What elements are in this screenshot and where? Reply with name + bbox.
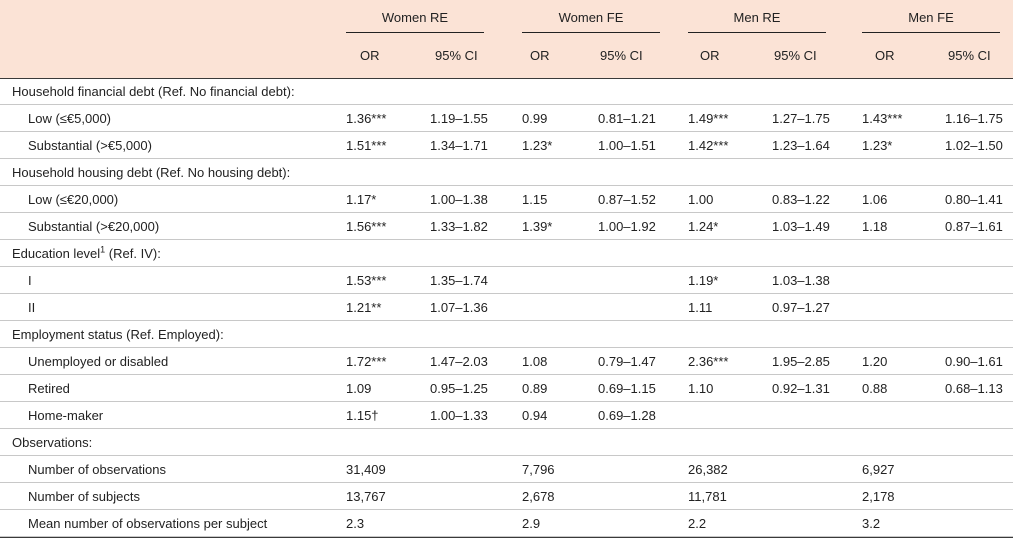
cell-women-fe-or: 0.94 [522,408,548,423]
cell-women-fe-ci: 1.00–1.51 [598,138,656,153]
cell-women-fe-or: 1.15 [522,192,548,207]
cell-women-fe-ci: 0.79–1.47 [598,354,656,369]
cell-women-re-or: 1.56*** [346,219,387,234]
cell-men-fe-ci: 0.80–1.41 [945,192,1003,207]
cell-women-re-or: 1.21** [346,300,382,315]
cell-women-fe-ci: 0.87–1.52 [598,192,656,207]
group-header-women-re: Women RE [381,10,449,25]
table-row [0,510,1013,537]
cell-women-re-or: 1.15† [346,408,379,423]
cell-women-fe-or: 2,678 [522,489,555,504]
cell-women-re-or: 1.53*** [346,273,387,288]
cell-men-re-or: 1.49*** [688,111,729,126]
cell-men-re-or: 1.19* [688,273,719,288]
cell-men-fe-or: 1.23* [862,138,893,153]
cell-women-re-or: 2.3 [346,516,365,531]
table-row [0,483,1013,510]
cell-women-re-or: 1.72*** [346,354,387,369]
cell-women-fe-or: 0.99 [522,111,548,126]
cell-women-re-ci: 1.00–1.38 [430,192,488,207]
row-label: Low (≤€5,000) [28,111,112,126]
group-rule-women-re [346,32,484,33]
cell-men-fe-or: 1.43*** [862,111,903,126]
cell-women-fe-or: 1.08 [522,354,548,369]
section-label: Employment status (Ref. Employed): [12,327,224,342]
cell-men-re-ci: 0.97–1.27 [772,300,830,315]
row-label: Home-maker [28,408,104,423]
cell-men-fe-or: 6,927 [862,462,895,477]
row-label: Substantial (>€20,000) [28,219,160,234]
cell-women-fe-or: 2.9 [522,516,541,531]
cell-women-fe-ci: 0.69–1.15 [598,381,656,396]
cell-women-fe-or: 7,796 [522,462,555,477]
section-label: Observations: [12,435,93,450]
cell-women-re-or: 1.17* [346,192,377,207]
cell-women-fe-or: 1.39* [522,219,553,234]
group-header-women-fe: Women FE [558,10,624,25]
row-label: II [28,300,36,315]
cell-men-fe-ci: 1.16–1.75 [945,111,1003,126]
section-row [0,240,1013,267]
row-label: Retired [28,381,70,396]
table-row [0,402,1013,429]
section-label: Household housing debt (Ref. No housing debt): [12,165,291,180]
section-label: Education level$^1$ (Ref. IV): [12,244,161,261]
cell-men-fe-ci: 0.68–1.13 [945,381,1003,396]
table-row [0,294,1013,321]
cell-men-re-ci: 0.83–1.22 [772,192,830,207]
col-header-or: OR [530,48,550,63]
cell-women-re-ci: 1.19–1.55 [430,111,488,126]
section-row [0,429,1013,456]
row-label: Number of observations [28,462,167,477]
cell-men-re-ci: 1.23–1.64 [772,138,830,153]
row-label: Mean number of observations per subject [28,516,268,531]
cell-women-fe-ci: 0.81–1.21 [598,111,656,126]
cell-women-re-ci: 0.95–1.25 [430,381,488,396]
cell-men-re-or: 26,382 [688,462,728,477]
cell-men-fe-or: 2,178 [862,489,895,504]
cell-women-re-ci: 1.07–1.36 [430,300,488,315]
cell-women-fe-or: 0.89 [522,381,548,396]
table-row [0,132,1013,159]
col-header-ci: 95% CI [774,48,817,63]
cell-men-re-or: 1.24* [688,219,719,234]
cell-men-re-or: 1.00 [688,192,714,207]
col-header-or: OR [360,48,380,63]
row-label: Unemployed or disabled [28,354,169,369]
section-row [0,78,1013,105]
row-label: Low (≤€20,000) [28,192,119,207]
cell-men-re-or: 1.10 [688,381,714,396]
section-row [0,159,1013,186]
cell-women-re-or: 31,409 [346,462,386,477]
table-row [0,105,1013,132]
cell-women-re-ci: 1.00–1.33 [430,408,488,423]
col-header-ci: 95% CI [948,48,991,63]
section-label: Household financial debt (Ref. No financial debt): [12,84,295,99]
group-rule-men-re [688,32,826,33]
cell-men-re-ci: 1.27–1.75 [772,111,830,126]
cell-women-fe-ci: 0.69–1.28 [598,408,656,423]
cell-men-re-ci: 1.03–1.49 [772,219,830,234]
cell-women-re-ci: 1.34–1.71 [430,138,488,153]
table-row [0,348,1013,375]
table-row [0,213,1013,240]
cell-men-fe-or: 1.06 [862,192,888,207]
section-row [0,321,1013,348]
cell-men-re-ci: 1.03–1.38 [772,273,830,288]
table-row [0,186,1013,213]
cell-men-re-ci: 1.95–2.85 [772,354,830,369]
cell-men-fe-or: 0.88 [862,381,888,396]
table-header [0,0,1013,78]
row-label: Number of subjects [28,489,140,504]
cell-women-fe-ci: 1.00–1.92 [598,219,656,234]
group-header-men-re: Men RE [733,10,781,25]
cell-men-re-or: 2.36*** [688,354,729,369]
cell-men-fe-or: 1.20 [862,354,888,369]
cell-women-re-or: 1.09 [346,381,372,396]
col-header-ci: 95% CI [435,48,478,63]
cell-men-fe-ci: 1.02–1.50 [945,138,1003,153]
cell-men-re-or: 1.11 [688,300,713,315]
table-row [0,267,1013,294]
group-header-men-fe: Men FE [908,10,954,25]
cell-men-fe-or: 1.18 [862,219,888,234]
row-label: I [28,273,32,288]
footnote-marker: 1 [100,244,106,255]
cell-women-re-or: 1.36*** [346,111,387,126]
cell-men-re-or: 1.42*** [688,138,729,153]
cell-men-re-or: 2.2 [688,516,707,531]
cell-men-fe-or: 3.2 [862,516,881,531]
group-rule-women-fe [522,32,660,33]
group-rule-men-fe [862,32,1000,33]
table-row [0,375,1013,402]
cell-women-re-ci: 1.33–1.82 [430,219,488,234]
col-header-ci: 95% CI [600,48,643,63]
cell-women-re-ci: 1.35–1.74 [430,273,488,288]
label-suffix: (Ref. IV): [105,246,161,261]
cell-men-fe-ci: 0.90–1.61 [945,354,1003,369]
table-row [0,456,1013,483]
cell-men-re-or: 11,781 [688,489,727,504]
col-header-or: OR [700,48,720,63]
row-label: Substantial (>€5,000) [28,138,152,153]
cell-women-re-or: 13,767 [346,489,386,504]
cell-men-re-ci: 0.92–1.31 [772,381,830,396]
col-header-or: OR [875,48,895,63]
cell-women-re-ci: 1.47–2.03 [430,354,488,369]
cell-men-fe-ci: 0.87–1.61 [945,219,1003,234]
cell-women-re-or: 1.51*** [346,138,387,153]
cell-women-fe-or: 1.23* [522,138,553,153]
